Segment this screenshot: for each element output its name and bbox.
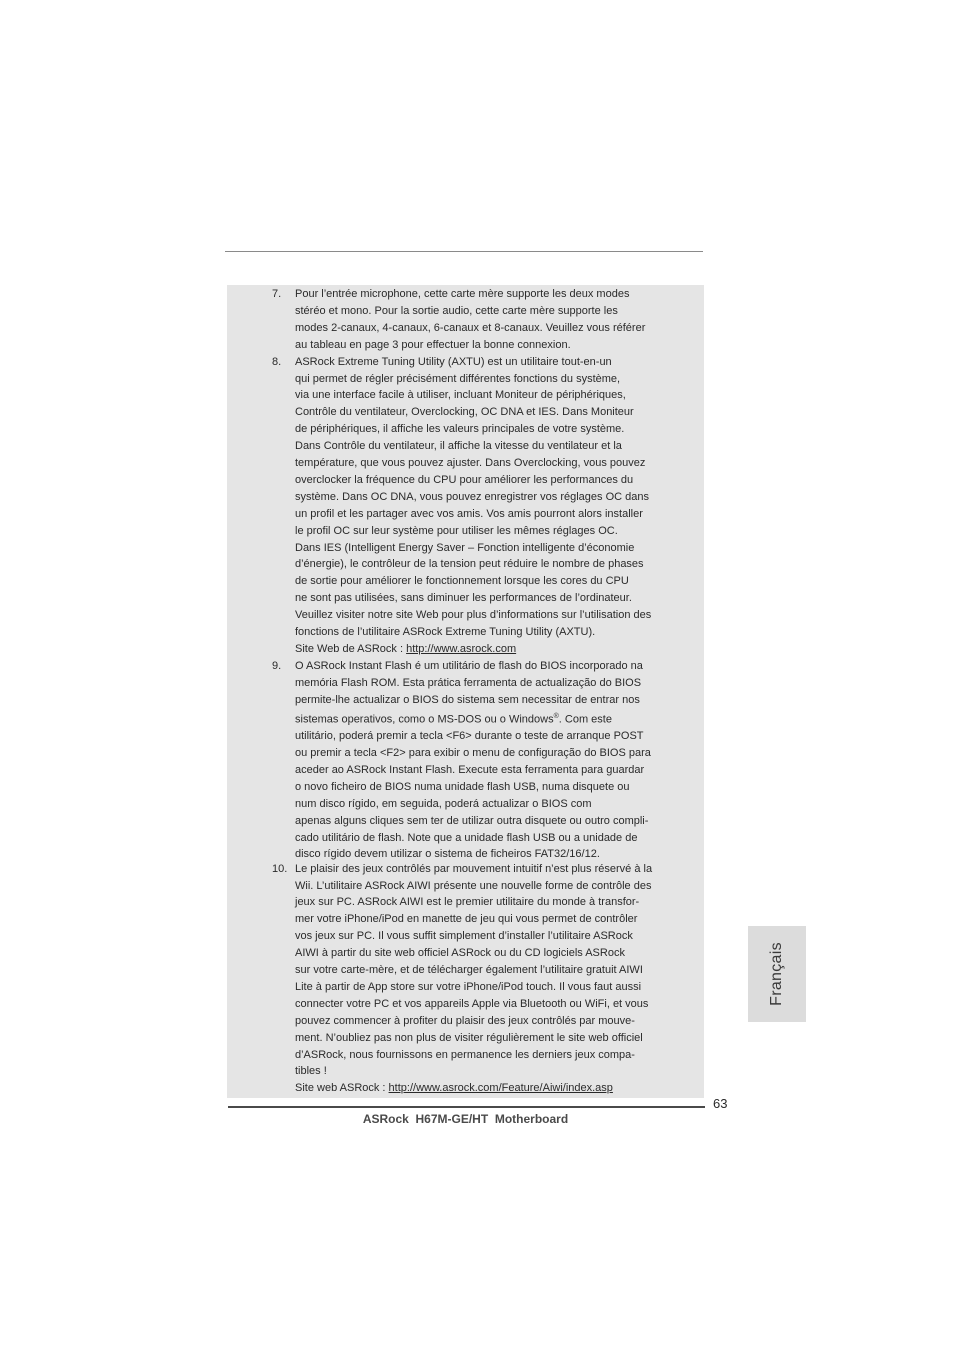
item-number: 10. [272,862,288,875]
text-line: disco rígido devem utilizar o sistema de ficheiros FAT32/16/12. [295,848,600,861]
text-line: Pour l’entrée microphone, cette carte mère supporte les deux modes [295,288,630,300]
text-line: ASRock Extreme Tuning Utility (AXTU) est un utilitaire tout-en-un [295,355,612,368]
text-line: Dans IES (Intelligent Energy Saver – Fonction intelligente d’économie [295,541,635,554]
text-line: ou premir a tecla <F2> para exibir o menu de configuração do BIOS para [295,746,651,759]
text-line: cado utilitário de flash. Note que a unidade flash USB ou a unidade de [295,831,638,844]
text-line: aceder ao ASRock Instant Flash. Execute esta ferramenta para guardar [295,763,645,776]
text-line: O ASRock Instant Flash é um utilitário de flash do BIOS incorporado na [295,659,643,672]
website-label: Site Web de ASRock : [295,643,407,655]
text-line: le profil OC sur leur système pour utiliser les mêmes réglages OC. [295,524,618,537]
text-line: Lite à partir de App store sur votre iPhone/iPod touch. Il vous faut aussi [295,980,642,993]
item-number: 7. [272,288,282,300]
text-line: vos jeux sur PC. Il vous suffit simplement d’installer l’utilitaire ASRock [295,930,633,943]
item-text [295,861,695,1098]
item-number: 8. [272,355,282,368]
text-line: d’énergie), le contrôleur de la tension peut réduire le nombre de phases [295,558,644,571]
text-line: AIWI à partir du site web officiel ASRock ou du CD logiciels ASRock [295,947,625,960]
text-line: un profil et les partager avec vos amis. Vos amis pourront alors installer [295,507,643,520]
text-line: stéréo et mono. Pour la sortie audio, cette carte mère supporte les [295,304,618,317]
text-line: système. Dans OC DNA, vous pouvez enregistrer vos réglages OC dans [295,490,649,503]
item-number: 9. [272,659,282,672]
text-line: Wii. L’utilitaire ASRock AIWI présente une nouvelle forme de contrôle des [295,879,652,892]
text-line: d’ASRock, nous fournissons en permanence les derniers jeux compa- [295,1048,635,1061]
windows-text-after: . Com este [558,713,612,726]
website-line [295,1080,695,1097]
text-line: connecter votre PC et vos appareils Apple via Bluetooth ou WiFi, et vous [295,997,649,1010]
text-line: de périphériques, il affiche les valeurs principales de votre système. [295,423,625,436]
text-line: pouvez commencer à profiter du plaisir des jeux contrôlés par mouve- [295,1014,635,1027]
website-label: Site web ASRock : [295,1082,389,1095]
item-text [295,354,695,658]
text-line: jeux sur PC. ASRock AIWI est le premier utilitaire du monde à transfor- [295,896,640,909]
text-line: ne sont pas utilisées, sans diminuer les performances de l’ordinateur. [295,592,632,605]
text-line: ment. N’oubliez pas non plus de visiter régulièrement le site web officiel [295,1031,643,1044]
text-line: fonctions de l’utilitaire ASRock Extreme Tuning Utility (AXTU). [295,626,596,639]
text-line: de sortie pour améliorer le fonctionnement lorsque les cores du CPU [295,575,629,588]
text-line: permite-lhe actualizar o BIOS do sistema sem necessitar de entrar nos [295,693,640,706]
text-line: modes 2-canaux, 4-canaux, 6-canaux et 8-canaux. Veuillez vous référer [295,321,646,334]
text-line: qui permet de régler précisément différentes fonctions du système, [295,372,621,385]
language-tab [748,926,806,1022]
text-line: apenas alguns cliques sem ter de utilizar outra disquete ou outro compli- [295,814,649,827]
text-line [295,709,695,729]
top-divider [225,251,703,252]
text-line: au tableau en page 3 pour effectuer la bonne connexion. [295,338,571,351]
text-line: utilitário, poderá premir a tecla <F6> durante o teste de arranque POST [295,730,644,743]
windows-text-before: sistemas operativos, como o MS-DOS ou o Windows [295,713,554,726]
text-line: température, que vous pouvez ajuster. Dans Overclocking, vous pouvez [295,457,646,470]
language-label: Français [768,942,785,1006]
content-panel [227,285,704,1098]
footer-title: ASRock H67M-GE/HT Motherboard [362,1112,569,1126]
asrock-website-link[interactable]: http://www.asrock.com [406,643,517,655]
item-text [295,286,695,354]
text-line: mer votre iPhone/iPod en manette de jeu qui vous permet de contrôler [295,913,638,926]
text-line: tibles ! [295,1065,327,1078]
text-line: num disco rígido, em seguida, poderá actualizar o BIOS com [295,797,592,810]
page-number: 63 [713,1096,728,1111]
text-line: sur votre carte-mère, et de télécharger également l’utilitaire gratuit AIWI [295,964,643,977]
item-text [295,658,695,864]
text-line: Dans Contrôle du ventilateur, il affiche la vitesse du ventilateur et la [295,440,622,453]
registered-mark: ® [553,712,559,720]
text-line: Contrôle du ventilateur, Overclocking, OC DNA et IES. Dans Moniteur [295,406,634,419]
website-line [295,641,695,658]
text-line: Veuillez visiter notre site Web pour plus d’informations sur l’utilisation des [295,609,652,622]
text-line: overclocker la fréquence du CPU pour améliorer les performances du [295,473,634,486]
text-line: via une interface facile à utiliser, incluant Moniteur de périphériques, [295,389,626,402]
aiwi-website-link[interactable]: http://www.asrock.com/Feature/Aiwi/index.asp [388,1082,613,1095]
text-line: o novo ficheiro de BIOS numa unidade flash USB, numa disquete ou [295,780,630,793]
text-line: Le plaisir des jeux contrôlés par mouvement intuitif n’est plus réservé à la [295,862,653,875]
text-line: memória Flash ROM. Esta prática ferramenta de actualização do BIOS [295,676,642,689]
bottom-divider [228,1106,705,1108]
